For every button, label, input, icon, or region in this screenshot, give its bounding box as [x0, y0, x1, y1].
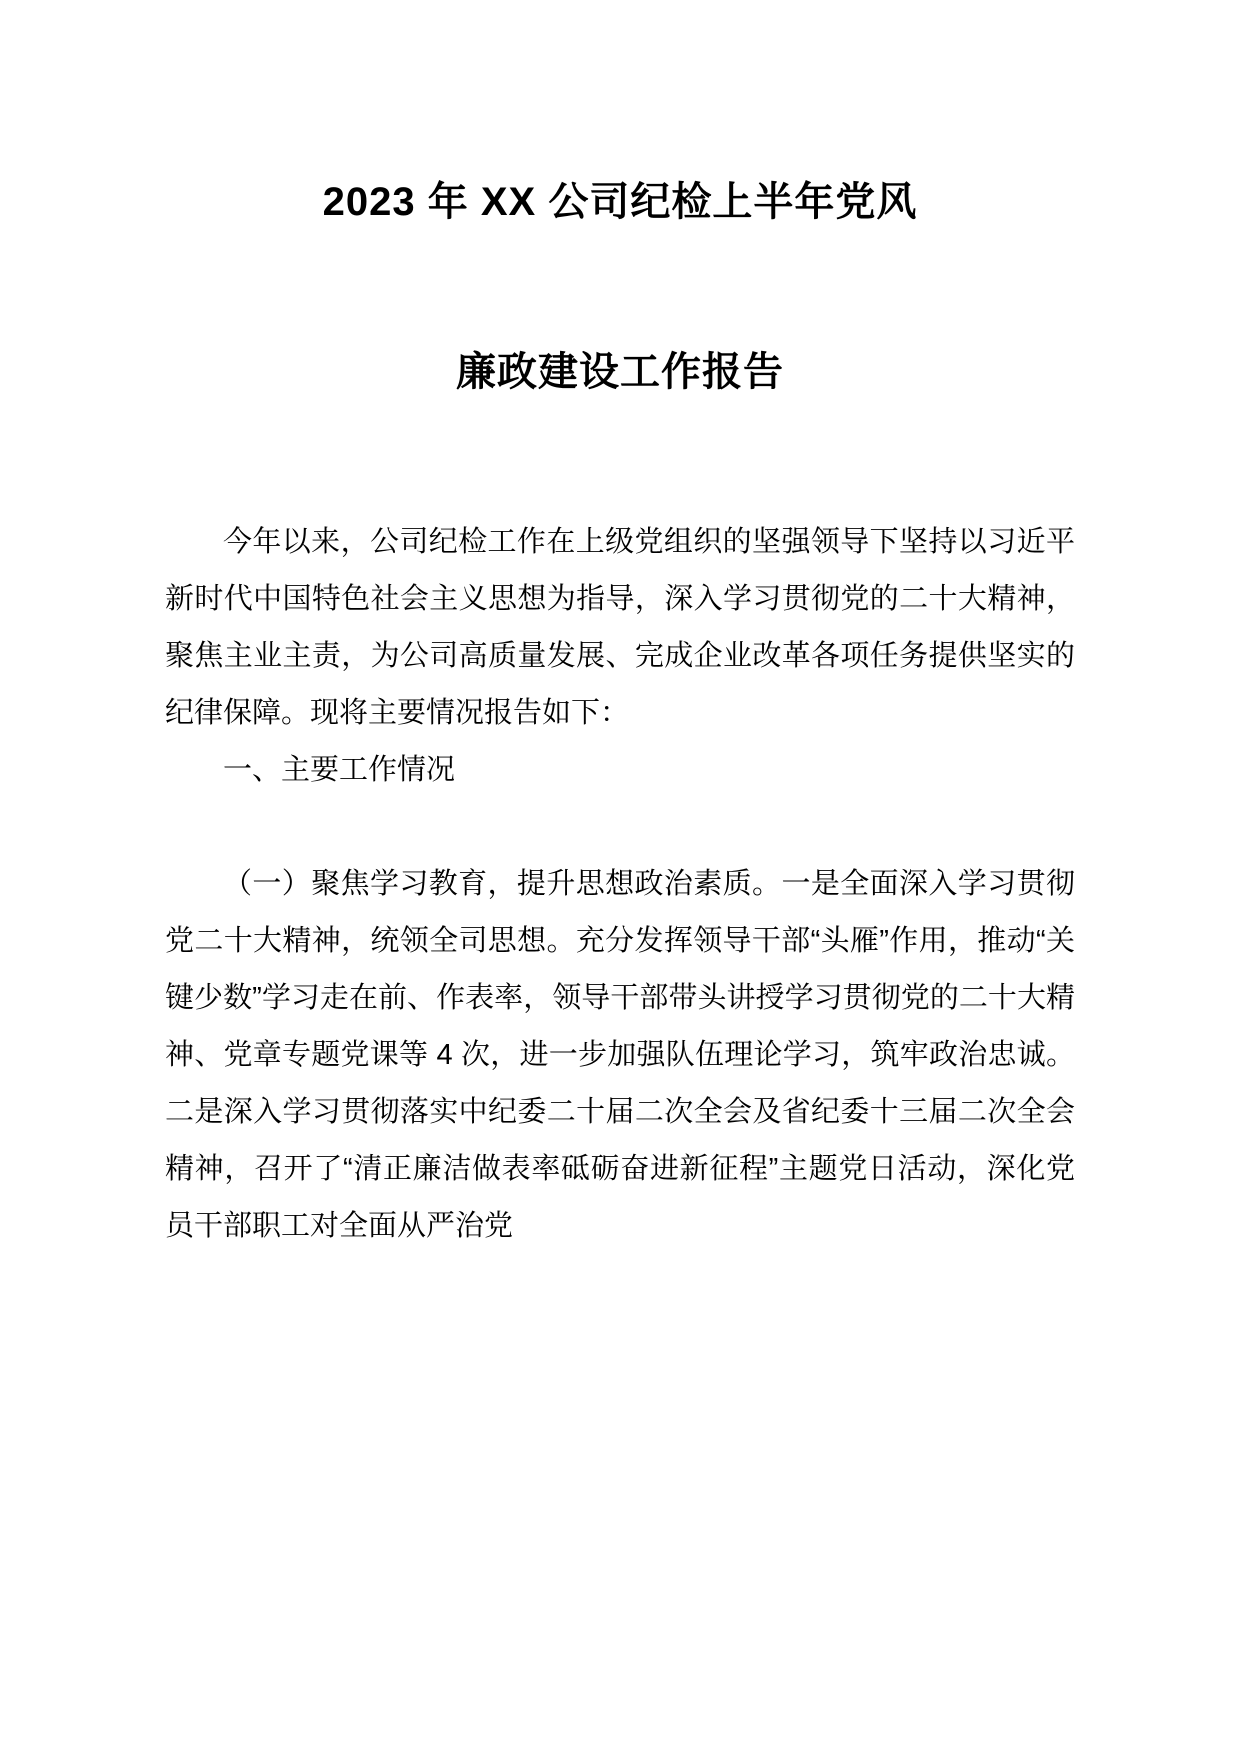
paragraph-intro: 今年以来，公司纪检工作在上级党组织的坚强领导下坚持以习近平新时代中国特色社会主义思想为指导，深入学习贯彻党的二十大精神，聚焦主业主责，为公司高质量发展、完成企业改革各项任务提供坚实的纪律保障。现将主要情况报告如下： [165, 526, 1075, 729]
section-heading-main-work: 一、主要工作情况 [223, 754, 456, 786]
document-title-line2: 廉政建设工作报告 [456, 350, 784, 394]
document-title-line1: 2023 年 XX 公司纪检上半年党风 [322, 180, 918, 224]
paragraph-section-one: （一）聚焦学习教育，提升思想政治素质。一是全面深入学习贯彻党二十大精神，统领全司思想。充分发挥领导干部“头雁”作用，推动“关键少数”学习走在前、作表率，领导干部带头讲授学习贯彻党的二十大精神、党章专题党课等 4 次，进一步加强队伍理论学习，筑牢政治忠诚。二是深入学习贯彻落实中纪委二十届二次全会及省纪委十三届二次全会精神，召开了“清正廉洁做表率砥砺奋进新征程”主题党日活动，深化党员干部职工对全面从严治党 [165, 868, 1075, 1242]
